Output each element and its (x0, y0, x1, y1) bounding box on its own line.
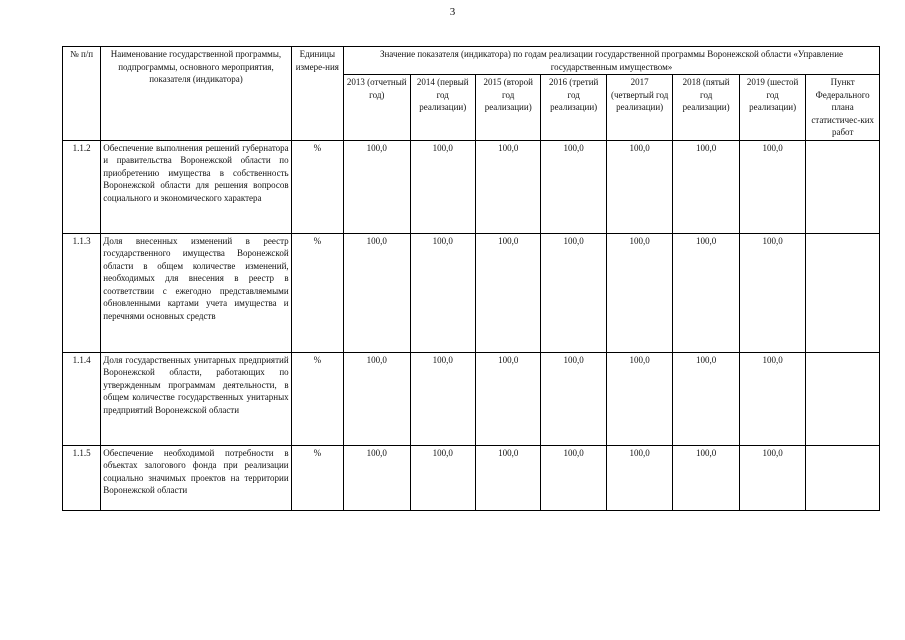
value-cell: 100,0 (541, 140, 606, 233)
header-year: 2014 (первый год реализации) (410, 75, 475, 141)
value-cell: 100,0 (475, 233, 540, 352)
federal-plan-cell (806, 233, 880, 352)
row-number: 1.1.4 (63, 352, 101, 445)
table-row (63, 352, 880, 445)
value-cell: 100,0 (410, 445, 475, 510)
value-cell: 100,0 (541, 233, 606, 352)
row-number: 1.1.5 (63, 445, 101, 510)
indicator-unit: % (291, 233, 343, 352)
indicator-name: Обеспечение необходимой потребности в объектах залогового фонда при реализации социально значимых проектов на территории Воронежской области (101, 445, 291, 510)
header-year: 2013 (отчетный год) (344, 75, 410, 141)
value-cell: 100,0 (410, 352, 475, 445)
indicator-name: Обеспечение выполнения решений губернатора и правительства Воронежской области по приобретению имущества в собственность Воронежской области для решения вопросов социального и экономического характера (101, 140, 291, 233)
value-cell: 100,0 (344, 233, 410, 352)
table-row (63, 445, 880, 510)
value-cell: 100,0 (475, 445, 540, 510)
value-cell: 100,0 (673, 140, 739, 233)
table-row (63, 233, 880, 352)
value-cell: 100,0 (475, 352, 540, 445)
page-number: 3 (449, 6, 456, 18)
value-cell: 100,0 (475, 140, 540, 233)
value-cell: 100,0 (410, 233, 475, 352)
row-number: 1.1.2 (63, 140, 101, 233)
value-cell: 100,0 (606, 352, 672, 445)
row-number: 1.1.3 (63, 233, 101, 352)
value-cell: 100,0 (410, 140, 475, 233)
header-row-top (63, 47, 880, 75)
header-unit: Единицы измере-ния (291, 47, 343, 141)
federal-plan-cell (806, 140, 880, 233)
indicator-unit: % (291, 140, 343, 233)
value-cell: 100,0 (344, 445, 410, 510)
indicator-name: Доля внесенных изменений в реестр государственного имущества Воронежской области в общем количестве изменений, необходимых для внесения в реестр в соответствии с ежегодно представляемыми обновленными картами учета имущества и перечнями основных средств (101, 233, 291, 352)
value-cell: 100,0 (541, 445, 606, 510)
value-cell: 100,0 (344, 352, 410, 445)
value-cell: 100,0 (739, 352, 805, 445)
value-cell: 100,0 (606, 140, 672, 233)
header-year: 2016 (третий год реализации) (541, 75, 606, 141)
indicator-unit: % (291, 445, 343, 510)
value-cell: 100,0 (739, 445, 805, 510)
table-row (63, 140, 880, 233)
federal-plan-cell (806, 352, 880, 445)
value-cell: 100,0 (344, 140, 410, 233)
header-federal-plan: Пункт Федерального плана статистичес-ких работ (806, 75, 880, 141)
header-year: 2015 (второй год реализации) (475, 75, 540, 141)
value-cell: 100,0 (606, 233, 672, 352)
header-values-group: Значение показателя (индикатора) по годам реализации государственной программы Воронежской области «Управление государственным имуществом» (344, 47, 880, 75)
header-year: 2019 (шестой год реализации) (739, 75, 805, 141)
indicator-name: Доля государственных унитарных предприятий Воронежской области, работающих по утвержденным программам деятельности, в общем количестве государственных унитарных предприятий Воронежской области (101, 352, 291, 445)
indicators-table (62, 46, 880, 511)
value-cell: 100,0 (673, 352, 739, 445)
value-cell: 100,0 (739, 233, 805, 352)
value-cell: 100,0 (606, 445, 672, 510)
indicator-unit: % (291, 352, 343, 445)
value-cell: 100,0 (673, 233, 739, 352)
header-num: № п/п (63, 47, 101, 141)
header-year: 2018 (пятый год реализации) (673, 75, 739, 141)
value-cell: 100,0 (739, 140, 805, 233)
header-name: Наименование государственной программы, подпрограммы, основного мероприятия, показателя (индикатора) (101, 47, 291, 141)
value-cell: 100,0 (541, 352, 606, 445)
header-year: 2017 (четвертый год реализации) (606, 75, 672, 141)
value-cell: 100,0 (673, 445, 739, 510)
federal-plan-cell (806, 445, 880, 510)
